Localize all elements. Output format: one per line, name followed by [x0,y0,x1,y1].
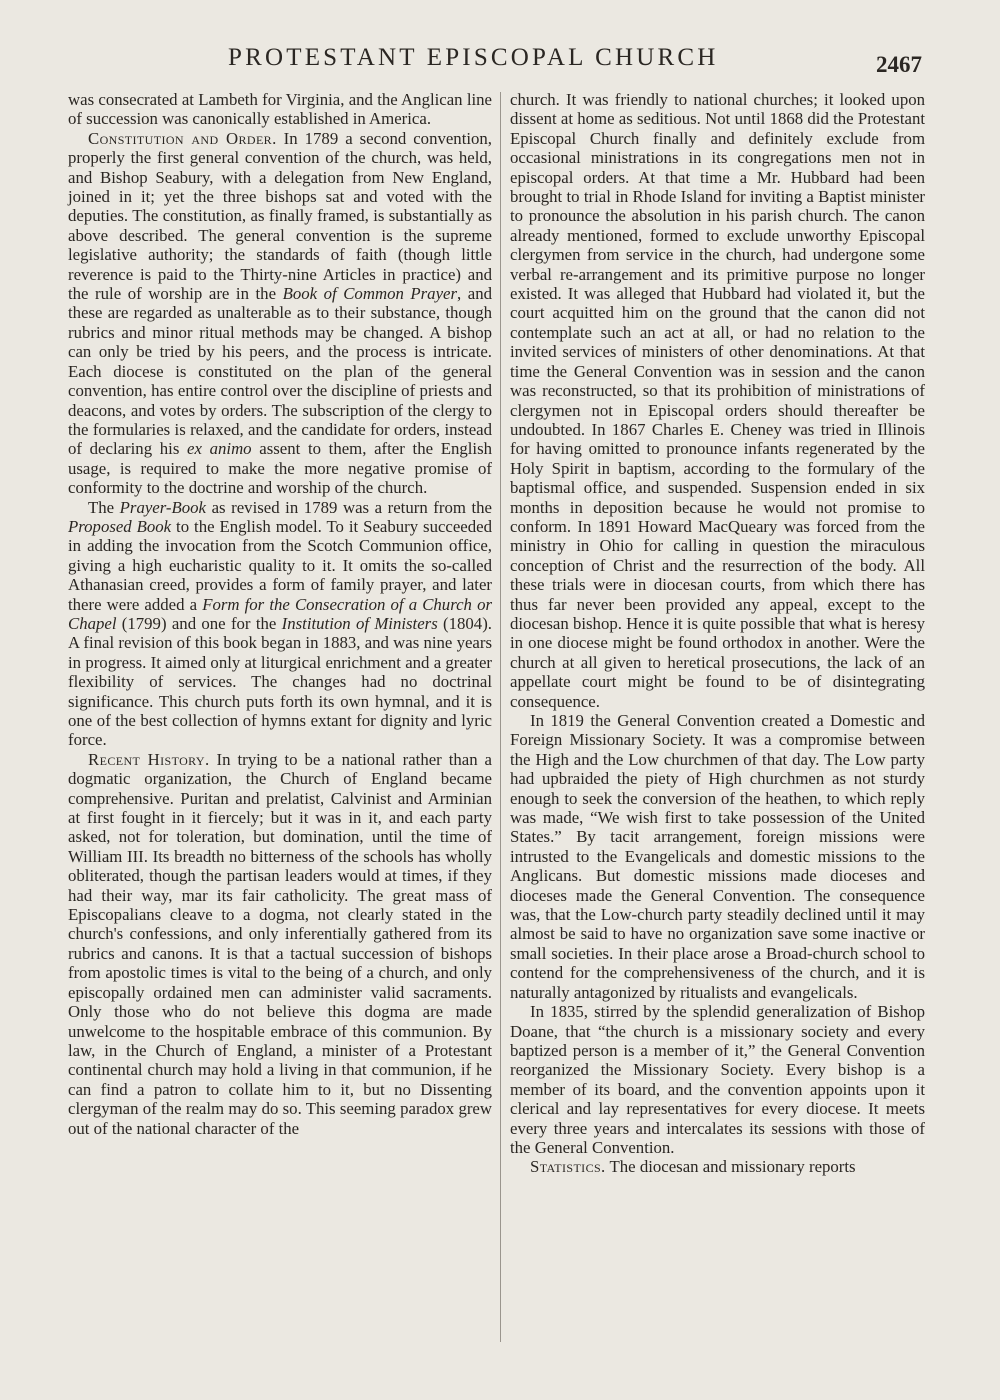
paragraph-missionary-society-1835: In 1835, stirred by the splendid generalization of Bishop Doane, that “the church is a missionary society and every baptized person is a member of it,” the General Convention reorganized the Missionary Society. Every bishop is a member of its board, and the convention appoints upon it clerical and lay representatives for every diocese. It meets every three years and intercalates its sessions with those of the General Convention. [510,1002,925,1157]
paragraph-lambeth-consecration: was consecrated at Lambeth for Virginia, and the Anglican line of succession was canonically established in America. [68,90,492,129]
text-span: The diocesan and missionary reports [605,1157,856,1177]
text-span: assent to them, after the English usage, is required to make the more negative promise of conformity to the doctrine and worship of the church. [68,439,492,498]
column-divider [500,92,501,1342]
page-header [0,44,1000,80]
text-span: In 1789 a second convention, properly the first general convention of the church, was held, and Bishop Seabury, with a delegation from New England, joined in it; yet the three bishops sat and voted with the deputies. The constitution, as finally framed, is substantially as above described. The general convention is the supreme legislative authority; the standards of faith (though little reverence is paid to the Thirty-nine Articles in practice) and the rule of worship are in the [68,128,492,304]
italic-title-prayer-book: Prayer-Book [119,497,207,517]
italic-phrase-ex-animo: ex animo [187,439,252,459]
text-span: to the English model. To it Seabury succeeded in adding the invocation from the Scotch Communion office, giving a high eucharistic quality to it. It omits the so-called Athanasian creed, provides a form of family prayer, and later there were added a [68,516,492,614]
page-number: 2467 [876,52,922,77]
right-column [510,90,925,1177]
paragraph-missionary-society-1819: In 1819 the General Convention created a Domestic and Foreign Missionary Society. It was a compromise between the High and the Low churchmen of that day. The Low party had upbraided the piety of High churchmen as not sturdy enough to seek the conversion of the heathen, to which reply was made, “We wish first to take possession of the United States.” By tacit arrangement, foreign missions were intrusted to the Evangelicals and domestic missions to the Anglicans. But domestic missions made dioceses and dioceses made the General Convention. The consequence was, that the Low-church party steadily declined until it may almost be said to have no organization save some inactive or small societies. In their place arose a Broad-church school to contend for the comprehensiveness of the church, and it is naturally antagonized by ritualists and evangelicals. [510,711,925,1002]
italic-title-institution-of-ministers: Institution of Ministers [281,613,438,633]
text-span: (1799) and one for the [116,613,282,633]
paragraph-statistics [510,1157,925,1176]
paragraph-recent-history [68,750,492,1138]
italic-title-proposed-book: Proposed Book [68,516,172,536]
italic-title-book-of-common-prayer: Book of Common Prayer [282,284,458,304]
paragraph-prayer-book [68,498,492,750]
left-column [68,90,492,1138]
paragraph-constitution-and-order [68,129,492,498]
text-span: The [88,497,120,517]
section-heading-constitution-and-order: Constitution and Order. [88,128,277,148]
italic-title-form-for-consecration: Form for the Consecration of a Church or Chapel [68,594,492,633]
text-span: as revised in 1789 was a return from the [206,497,492,517]
text-span: , and these are regarded as unalterable as to their substance, though rubrics and minor ritual methods may be changed. A bishop can only be tried by his peers, and the process is intricate. Each diocese is constituted on the plan of the general convention, has entire control over the discipline of priests and deacons, and votes by orders. The subscription of the clergy to the formularies is relaxed, and the candidate for orders, instead of declaring his [68,284,492,459]
text-span: In trying to be a national rather than a dogmatic organization, the Church of England became comprehensive. Puritan and prelatist, Calvinist and Arminian at first fought in it fiercely; but it was in it, and each party asked, not for toleration, but domination, until the time of William III. Its breadth no bitterness of the schools has wholly obliterated, though the partisan leaders would at times, if they had their way, mar its fair catholicity. The great mass of Episcopalians cleave to a dogma, not clearly stated in the church's confessions, and only inferentially gathered from its rubrics and canons. It is that a tactual succession of bishops from apostolic times is vital to the being of a church, and only episcopally ordained men can administer valid sacraments. Only those who do not believe this dogma are made unwelcome to the hospitable embrace of this communion. By law, in the Church of England, a minister of a Protestant continental church may hold a living in that communion, if he can find a patron to collate him to it, but no Dissenting clergyman of the realm may do so. This seeming paradox grew out of the national character of the [68,749,492,1138]
paragraph-church-trials: church. It was friendly to national churches; it looked upon dissent at home as seditious. Not until 1868 did the Protestant Episcopal Church finally and definitely exclude from occasional ministrations in its congregations men not in episcopal orders. At that time a Mr. Hubbard had been brought to trial in Rhode Island for inviting a Baptist minister to pronounce the absolution in his parish church. The canon already mentioned, formed to exclude unworthy Episcopal clergymen from service in the church, had undergone some verbal re-arrangement and its primitive purpose no longer existed. It was alleged that Hubbard had violated it, but the court acquitted him on the ground that the canon did not contemplate such an act at all, or had no relation to the invited services of ministers of other denominations. At that time the General Convention was in session and the canon was reconstructed, so that its prohibition of ministrations of clergymen not in Episcopal orders should thereafter be undoubted. In 1867 Charles E. Cheney was tried in Illinois for having omitted to pronounce infants regenerated by the Holy Spirit in baptism, according to the formulary of the baptismal office, and suspended. Suspension ended in six months in deposition because he would not promise to conform. In 1891 Howard MacQueary was forced from the ministry in Ohio for calling in question the miraculous conception of Christ and the resurrection of the body. All these trials were in diocesan courts, from which there has thus far never been provided any appeal, except to the diocesan bishop. Hence it is quite possible that what is heresy in one diocese might be found orthodox in another. Were the church at all given to heretical prosecutions, the lack of an appellate court might be found to be of disintegrating consequence. [510,90,925,711]
section-heading-statistics: Statistics. [530,1157,606,1177]
running-title: PROTESTANT EPISCOPAL CHURCH [228,44,719,71]
section-heading-recent-history: Recent History. [88,749,210,769]
text-span: (1804). A final revision of this book began in 1883, and was nine years in progress. It aimed only at liturgical enrichment and a greater flexibility of services. The changes had no doctrinal significance. This church puts forth its own hymnal, and it is one of the best collection of hymns extant for dignity and lyric force. [68,613,492,750]
